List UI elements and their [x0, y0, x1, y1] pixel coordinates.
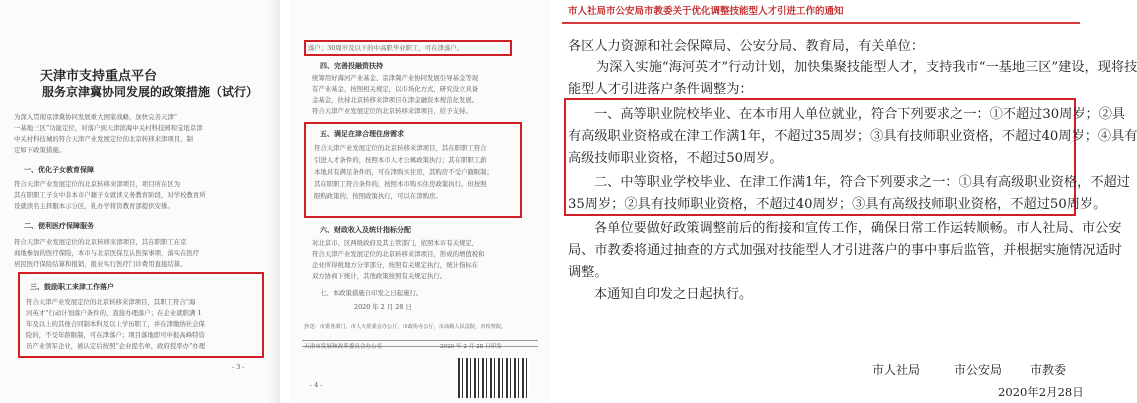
- section-line: 符合天津产业发展定位的北京转移来津项目，形成的增值税和: [312, 250, 485, 258]
- item-line: 高级技师职业资格，不超过50周岁。: [568, 151, 783, 166]
- header-rule: [562, 22, 1080, 24]
- section-line: 员产业领军企业，被认定后按照“企业提名单，政府授率办”办理: [26, 342, 206, 350]
- effective-line: 本通知自印发之日起执行。: [594, 287, 753, 302]
- closing-line: 七、本政策措施自印发之日起施行。: [320, 289, 423, 297]
- intro-line: 定如下政策措施。: [14, 146, 66, 154]
- intro-line: 能型人才引进落户条件调整为：: [568, 82, 753, 97]
- section-line: 符合天津产业发展定位的北京转移来津项目，其职工符合“海: [26, 298, 196, 306]
- item-line: 二、中等职业学校毕业、在津工作满1年，符合下列要求之一：①具有高级职业资格，不超过: [594, 175, 1130, 190]
- footer-date: 2020 年 2 月 28 日印发: [440, 344, 502, 350]
- item-line: 有高级职业资格或在津工作满1年，不超过35周岁；③具有技师职业资格，不超过40周岁；④具有: [568, 129, 1137, 144]
- section-line: 其在职职工符合条件的，按照本市购买住房政策执行。但按照: [314, 180, 487, 188]
- footer-divider: [302, 340, 538, 341]
- section-heading: 二、便利医疗保障服务: [24, 221, 94, 230]
- issue-date: 2020年2月28日: [998, 385, 1084, 399]
- intro-line: 为深入贯彻京津冀协同发展重大国家战略，加快完善天津“: [14, 113, 178, 121]
- section-line: 河英才”行动计划落户条件的，直接办理落户；在企业就职满 1: [26, 309, 202, 317]
- body-line: 局、市教委将通过抽查的方式加强对技能型人才引进落户的事中事后监管，并根据实施情况适时: [568, 243, 1122, 258]
- section-heading: 六、财政收入及统计指标分配: [320, 225, 411, 234]
- signature-hr: 市人社局: [872, 363, 921, 377]
- section-line: 商地参加的医疗保险，本市与北京医保互认医保事项，落实在医疗: [14, 249, 200, 257]
- section-line: 险的，不受年龄限制，可在津落户；项目落地即可申报高峰特资: [26, 331, 205, 339]
- section-line: 双方协商下统计，其他政策按照有关规定执行。: [312, 272, 447, 280]
- section-heading: 一、优化子女教育保障: [24, 165, 94, 174]
- section-line: 设就读名主择服本示分区，乳办学将资教育部提供安排。: [14, 202, 174, 210]
- intro-line: 为深入实施“海河英才”行动计划，加快集聚技能型人才，支持我市“一基地三区”建设，现将技: [596, 60, 1137, 75]
- section-line: 其在职职工子女中非本市户籍子女就读义务教育阶段，对学校教育所: [14, 191, 206, 199]
- section-line: 本地具有满足条件的，可在津购买住房，其购房不受户籍限制；: [314, 168, 493, 176]
- section-line: 有产业基金，按照相关规定，以市场化方式，研究设立具备: [312, 85, 479, 93]
- page-number: - 3 -: [232, 363, 245, 371]
- page-number: - 4 -: [310, 381, 323, 389]
- section-line: 引进人才条件的，按照本市人才公寓政策执行；其在职职工薪: [314, 156, 487, 164]
- section-heading: 三、鼓励职工来津工作落户: [30, 282, 114, 291]
- signature-education: 市教委: [1030, 363, 1067, 377]
- section-heading: 五、满足在津合理住房需求: [320, 129, 404, 138]
- document-page-left: [0, 0, 280, 403]
- section-line: 限购政策的，按照政策执行，可以在津购房。: [314, 192, 442, 200]
- section-line: 年及以上的其他合同制本科及以上学历职工，并在津缴纳社会保: [26, 320, 205, 328]
- page-title-line1: 天津市支持重点平台: [40, 69, 158, 84]
- item-line: 35周岁；②具有技师职业资格，不超过40周岁；③具有高级技师职业资格，不超过50周岁。: [568, 197, 1107, 212]
- section-heading: 四、完善投融资扶持: [320, 61, 383, 70]
- body-line: 调整。: [568, 265, 608, 280]
- section-line: 符合天津产业发展定位的北京转移来津项目，其在职职工符合: [314, 144, 487, 152]
- section-line: 统筹用好海河产业基金、京津冀产业协同发展引导基金等现: [312, 74, 479, 82]
- top-note: 落户；30周岁及以下的中高职毕业职工，可在津落户。: [308, 44, 464, 52]
- item-line: 一、高等职业院校毕业、在本市用人单位就业，符合下列要求之一：①不超过30周岁；②具: [594, 107, 1126, 122]
- intro-line: 中关村科技城的符合天津产业发展定位的北京转移来津项目，制: [14, 135, 193, 143]
- section-line: 符合天津产业发展定位的北京转移来津项目，其在职职工在京: [14, 238, 187, 246]
- issue-date: 2020 年 2 月 28 日: [354, 303, 412, 311]
- section-line: 符合天津产业发展定位的北京转移来津项目，给予支持。: [312, 107, 472, 115]
- document-page-middle: [290, 0, 550, 403]
- footer-issuer: 天津市发展和改革委员会办公室: [304, 344, 383, 350]
- page-title-line2: 服务京津冀协同发展的政策措施（试行）: [42, 85, 259, 99]
- body-line: 各单位要做好政策调整前后的衔接和宣传工作，确保日常工作运转顺畅。市人社局、市公安: [594, 221, 1122, 236]
- section-line: 居民医疗保险结算和报销，报业实行医疗门诊费用直接结算。: [14, 260, 187, 268]
- page-fold-shadow: [266, 0, 280, 403]
- intro-line: 一基地三区”功能定位，对落户到天津滨海中关村科技园和宝坻京津: [14, 124, 203, 132]
- salutation: 各区人力资源和社会保障局、公安分局、教育局，有关单位：: [568, 39, 925, 54]
- document-page-right: [562, 0, 1137, 403]
- notice-header: 市人社局市公安局市教委关于优化调整技能型人才引进工作的通知: [568, 6, 844, 17]
- signature-police: 市公安局: [954, 363, 1003, 377]
- section-line: 对北京市、区两级政府及其主管部门，依照本市有关规定，: [312, 239, 479, 247]
- footer-cc: 抄送：市委各部门，市人大常委会办公厅，市政协办公厅，市高级人民法院，市检察院。: [304, 324, 507, 330]
- section-line: 符合天津产业发展定位的北京转移来津项目，项目所在区为: [14, 180, 181, 188]
- section-line: 企业所得税地方分享部分，按照有关规定执行，统计指标在: [312, 261, 479, 269]
- barcode-image: [458, 358, 530, 398]
- section-line: 金基金，扶持北京转移来津项目在津金融资本规范化发展。: [312, 96, 479, 104]
